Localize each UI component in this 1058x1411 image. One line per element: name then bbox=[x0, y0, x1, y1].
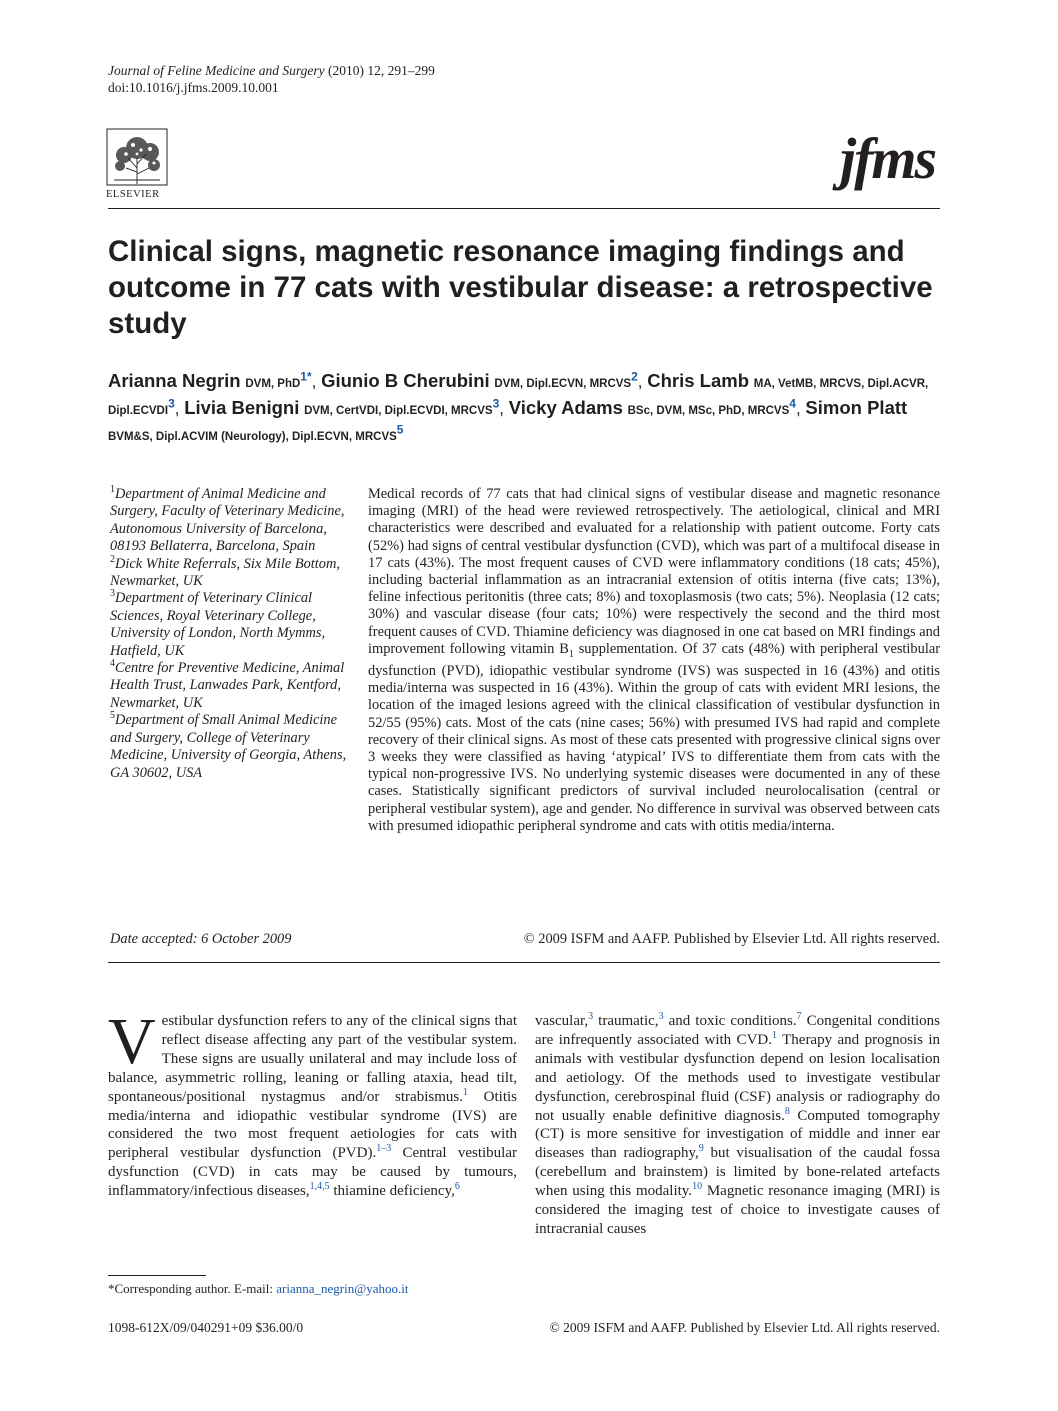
citation-link[interactable]: 1–3 bbox=[376, 1143, 392, 1155]
citation-link[interactable]: 3 bbox=[658, 1011, 664, 1022]
journal-reference bbox=[108, 62, 435, 96]
footnote-rule bbox=[108, 1275, 206, 1276]
drop-cap: V bbox=[108, 1005, 156, 1078]
author: Giunio B Cherubini DVM, Dipl.ECVN, MRCVS$^2$, bbox=[321, 369, 648, 391]
author: Chris Lamb MA, VetMB, MRCVS, Dipl.ACVR, Dipl.ECVDI$^3$, bbox=[108, 370, 929, 418]
elsevier-wordmark: ELSEVIER bbox=[106, 189, 160, 200]
citation-link[interactable]: 3 bbox=[588, 1011, 594, 1022]
author: Simon Platt BVM&S, Dipl.ACVIM (Neurology), Dipl.ECVN, MRCVS$^5$ bbox=[108, 397, 908, 443]
citation-link[interactable]: 7 bbox=[796, 1011, 802, 1022]
journal-name: Journal of Feline Medicine and Surgery bbox=[108, 63, 325, 78]
journal-citation: (2010) 12, 291–299 bbox=[324, 63, 435, 78]
affiliation: $^3$Department of Veterinary Clinical Sciences, Royal Veterinary College, University of London, North Mymms, Hatfield, UK bbox=[110, 588, 326, 659]
article-title: Clinical signs, magnetic resonance imaging findings and outcome in 77 cats with vestibular disease: a retrospective study bbox=[108, 235, 933, 340]
affiliation: $^1$Department of Animal Medicine and Surgery, Faculty of Veterinary Medicine, Autonomous University of Barcelona, 08193 Bellaterra, Barcelona, Spain bbox=[110, 484, 345, 555]
body-column-left: Vestibular dysfunction refers to any of the clinical signs that reflect disease affecting any part of the vestibular system. These signs are usually unilateral and may include loss of balance, asymmetric rolling, leaning or falling ataxia, head tilt, spontaneous/positional nystagmus and/or strabismus.$^1$ Otitis media/interna and idiopathic vestibular syndrome (IVS) are considered the two most frequent aetiologies for cats with peripheral vestibular dysfunction (PVD).$^{1-3}$ Central vestibular dysfunction (CVD) in cats may be caused by tumours, inflammatory/infectious diseases,$^{1,4,5}$ thiamine deficiency,$^6$ bbox=[108, 1005, 517, 1200]
affiliation: $^2$Dick White Referrals, Six Mile Bottom, Newmarket, UK bbox=[110, 553, 340, 590]
body-column-right: vascular,$^3$ traumatic,$^3$ and toxic conditions.$^7$ Congenital conditions are infrequently associated with CVD.$^1$ Therapy and prognosis in animals with vestibular dysfunction depend on lesion localisation and aetiology. Of the methods used to investigate vestibular dysfunction, cerebrospinal fluid (CSF) analysis or radiography do not usually enable definitive diagnosis.$^8$ Computed tomography (CT) is more sensitive for investigation of middle and inner ear diseases than radiography,$^9$ but visualisation of the caudal fossa (cerebellum and brainstem) is limited by bone-related artefacts when using this modality.$^{10}$ Magnetic resonance imaging (MRI) is considered the imaging test of choice to investigate causes of intracranial causes bbox=[535, 1011, 940, 1237]
author: Vicky Adams BSc, DVM, MSc, PhD, MRCVS$^4$, bbox=[508, 396, 806, 418]
citation-link[interactable]: 8 bbox=[784, 1105, 790, 1117]
corresponding-author-footnote: *Corresponding author. E-mail: arianna_negrin@yahoo.it bbox=[108, 1281, 409, 1296]
abstract-rule bbox=[108, 962, 940, 963]
citation-link[interactable]: 10 bbox=[692, 1181, 703, 1193]
footer-copyright: © 2009 ISFM and AAFP. Published by Elsevier Ltd. All rights reserved. bbox=[549, 1320, 940, 1335]
date-accepted: Date accepted: 6 October 2009 bbox=[110, 931, 292, 947]
header-rule bbox=[108, 208, 940, 209]
author: Arianna Negrin DVM, PhD$^{1*}$, bbox=[108, 369, 322, 391]
citation-link[interactable]: 6 bbox=[454, 1181, 460, 1193]
issn-price: 1098-612X/09/040291+09 $36.00/0 bbox=[108, 1320, 304, 1335]
abstract-copyright: © 2009 ISFM and AAFP. Published by Elsevier Ltd. All rights reserved. bbox=[523, 931, 940, 947]
citation-link[interactable]: 1,4,5 bbox=[309, 1181, 330, 1193]
abstract: Medical records of 77 cats that had clinical signs of vestibular disease and magnetic resonance imaging (MRI) of the head were reviewed retrospectively. The aetiological, clinical and MRI characteristics were described and evaluated for a relationship with patient outcome. Forty cats (52%) had signs of central vestibular dysfunction (CVD), which was part of a multifocal disease in 17 cats (43%). The most frequent causes of CVD were inflammatory conditions (18 cats; 45%), including bacterial inflammation as an intracranial extension of otitis interna (five cats; 13%), feline infectious peritonitis (three cats; 8%) and toxoplasmosis (two cats; 5%). Neoplasia (12 cats; 30%) and vascular disease (four cats; 10%) were respectively the second and the third most frequent causes of CVD. Thiamine deficiency was diagnosed in one cat based on MRI findings and improvement following vitamin $B_1$ supplementation. Of 37 cats (48%) with peripheral vestibular dysfunction (PVD), idiopathic vestibular syndrome (IVS) was suspected in 16 (43%) and otitis media/interna was suspected in 16 (43%). Within the group of cats with evident MRI lesions, the location of the imaged lesions agreed with the clinical classification of vestibular dysfunction in 52/55 (95%) cats. Most of the cats (nine cases; 56%) with presumed IVS had rapid and complete recovery of their clinical signs. As most of these cats presented with progressive clinical signs over 3 weeks they were classified as having ‘atypical’ IVS to differentiate them from cats with the typical non-progressive IVS. No underlying systemic diseases were documented in any of these cases. Statistically significant predictors of survival included neurolocalisation (central or peripheral vestibular system), age and gender. No difference in survival was observed between cats with presumed idiopathic peripheral syndrome and cats with otitis media/interna. bbox=[368, 486, 941, 834]
doi: doi:10.1016/j.jfms.2009.10.001 bbox=[108, 80, 279, 95]
affiliations bbox=[110, 486, 350, 782]
author-list bbox=[108, 369, 948, 449]
affiliation: $^4$Centre for Preventive Medicine, Animal Health Trust, Lanwades Park, Kentford, Newmarket, UK bbox=[110, 658, 345, 711]
affiliation: $^5$Department of Small Animal Medicine and Surgery, College of Veterinary Medicine, University of Georgia, Athens, GA 30602, USA bbox=[110, 710, 347, 781]
author: Livia Benigni DVM, CertVDI, Dipl.ECVDI, MRCVS$^3$, bbox=[184, 396, 509, 418]
author-email-link[interactable]: arianna_negrin@yahoo.it bbox=[276, 1281, 409, 1296]
citation-link[interactable]: 9 bbox=[698, 1143, 704, 1155]
jfms-logo: jfms bbox=[840, 126, 936, 191]
citation-link[interactable]: 1 bbox=[771, 1029, 777, 1041]
citation-link[interactable]: 1 bbox=[462, 1086, 468, 1098]
